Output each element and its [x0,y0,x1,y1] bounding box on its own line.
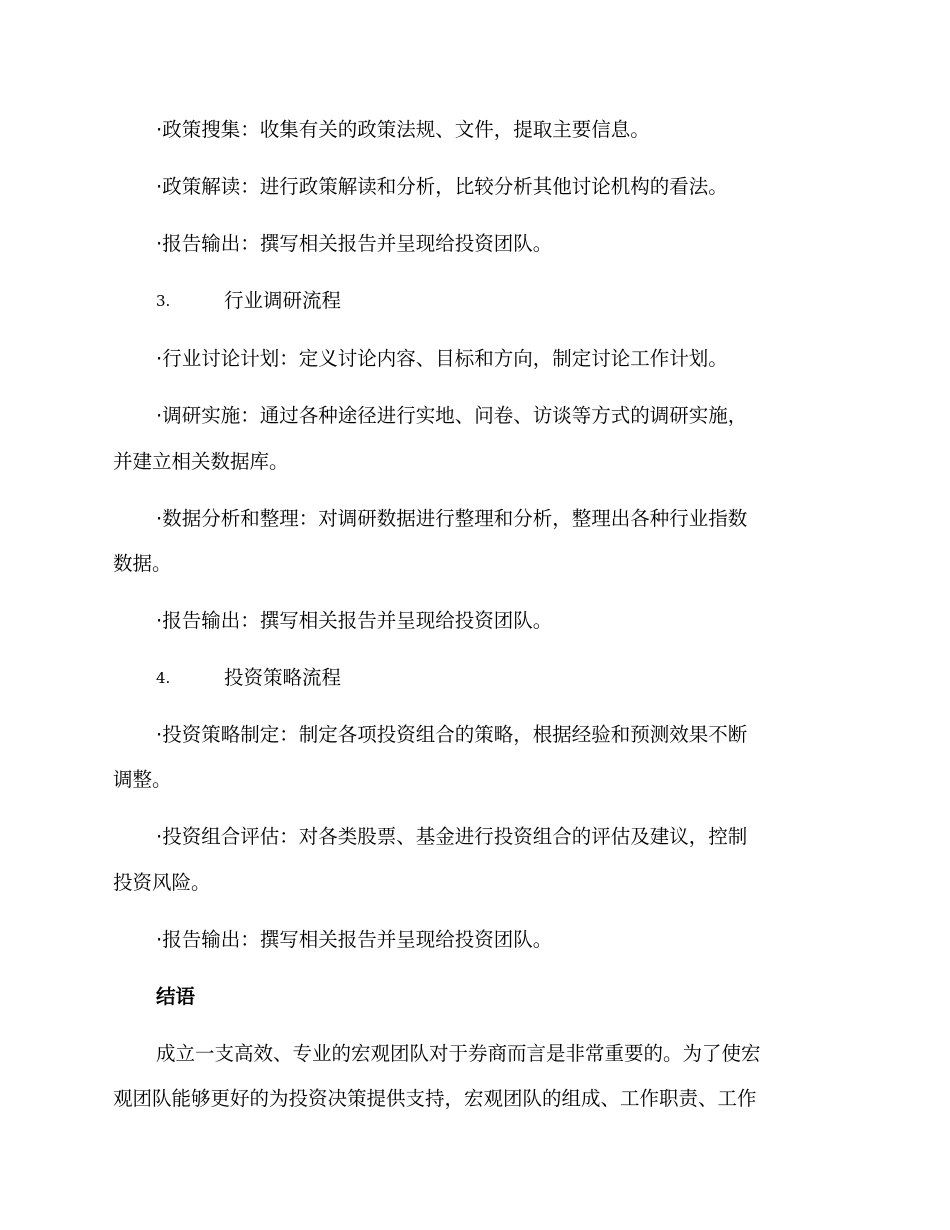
portfolio-evaluation-item: ·投资组合评估：对各类股票、基金进行投资组合的评估及建议，控制 [156,825,748,848]
conclusion-heading: 结语 [156,985,196,1008]
section-3-title: 行业调研流程 [224,289,342,312]
strategy-formulation-item: ·投资策略制定：制定各项投资组合的策略，根据经验和预测效果不断 [156,723,748,746]
policy-collection-item: ·政策搜集：收集有关的政策法规、文件，提取主要信息。 [156,118,650,141]
section-4-title: 投资策略流程 [224,666,342,689]
data-analysis-item: ·数据分析和整理：对调研数据进行整理和分析，整理出各种行业指数 [156,507,748,530]
policy-report-output-item: ·报告输出：撰写相关报告并呈现给投资团队。 [156,232,553,255]
industry-report-output-item: ·报告输出：撰写相关报告并呈现给投资团队。 [156,609,553,632]
research-implementation-item: ·调研实施：通过各种途径进行实地、问卷、访谈等方式的调研实施， [156,404,748,427]
portfolio-evaluation-continuation: 投资风险。 [113,871,211,894]
data-analysis-continuation: 数据。 [113,552,172,575]
industry-plan-item: ·行业讨论计划：定义讨论内容、目标和方向，制定讨论工作计划。 [156,347,728,370]
section-4-number: 4. [156,669,171,687]
strategy-report-output-item: ·报告输出：撰写相关报告并呈现给投资团队。 [156,928,553,951]
research-implementation-continuation: 并建立相关数据库。 [113,450,289,473]
section-3-number: 3. [156,292,171,310]
conclusion-line-1: 成立一支高效、专业的宏观团队对于券商而言是非常重要的。为了使宏 [156,1042,761,1065]
strategy-formulation-continuation: 调整。 [113,768,172,791]
conclusion-line-2: 观团队能够更好的为投资决策提供支持，宏观团队的组成、工作职责、工作 [113,1087,757,1110]
policy-interpretation-item: ·政策解读：进行政策解读和分析，比较分析其他讨论机构的看法。 [156,175,728,198]
